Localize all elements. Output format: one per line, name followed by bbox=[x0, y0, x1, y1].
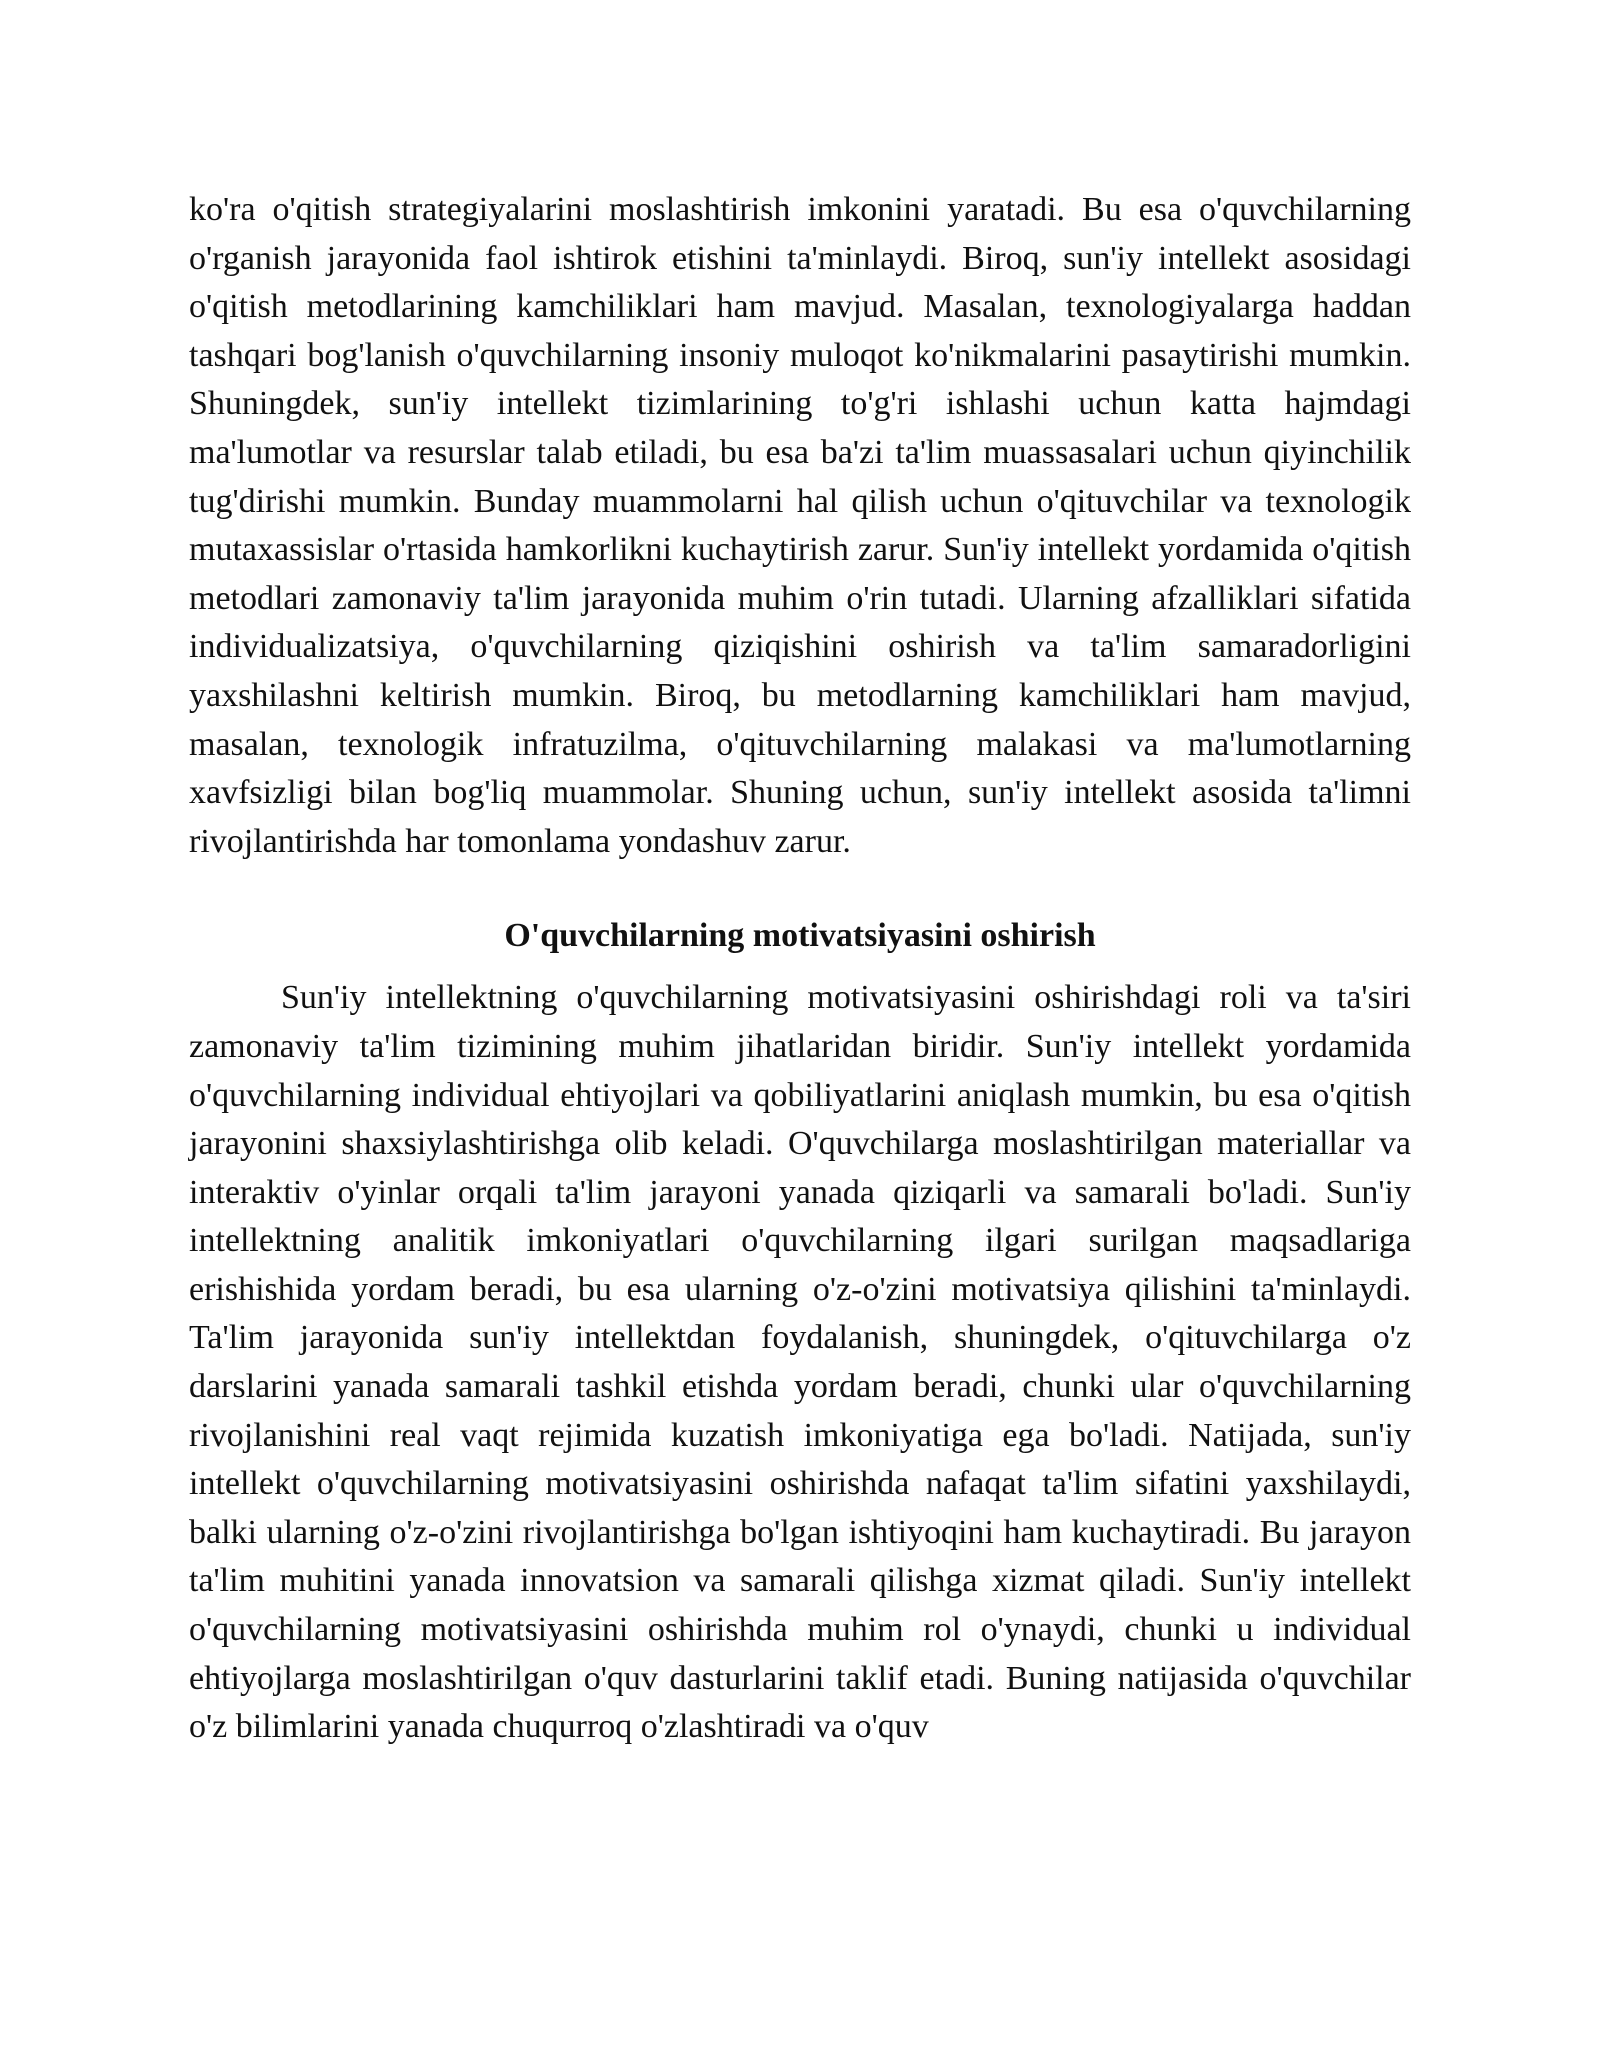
body-paragraph: ko'ra o'qitish strategiyalarini moslashtirish imkonini yaratadi. Bu esa o'quvchilarning o'rganish jarayonida faol ishtirok etishini ta'minlaydi. Biroq, sun'iy intellekt asosidagi o'qitish metodlarining kamchiliklari ham mavjud. Masalan, texnologiyalarga haddan tashqari bog'lanish o'quvchilarning insoniy muloqot ko'nikmalarini pasaytirishi mumkin. Shuningdek, sun'iy intellekt tizimlarining to'g'ri ishlashi uchun katta hajmdagi ma'lumotlar va resurslar talab etiladi, bu esa ba'zi ta'lim muassasalari uchun qiyinchilik tug'dirishi mumkin. Bunday muammolarni hal qilish uchun o'qituvchilar va texnologik mutaxassislar o'rtasida hamkorlikni kuchaytirish zarur. Sun'iy intellekt yordamida o'qitish metodlari zamonaviy ta'lim jarayonida muhim o'rin tutadi. Ularning afzalliklari sifatida individualizatsiya, o'quvchilarning qiziqishini oshirish va ta'lim samaradorligini yaxshilashni keltirish mumkin. Biroq, bu metodlarning kamchiliklari ham mavjud, masalan, texnologik infratuzilma, o'qituvchilarning malakasi va ma'lumotlarning xavfsizligi bilan bog'liq muammolar. Shuning uchun, sun'iy intellekt asosida ta'limni rivojlantirishda har tomonlama yondashuv zarur. bbox=[189, 191, 1411, 860]
body-paragraph: Sun'iy intellektning o'quvchilarning motivatsiyasini oshirishdagi roli va ta'siri zamonaviy ta'lim tizimining muhim jihatlaridan biridir. Sun'iy intellekt yordamida o'quvchilarning individual ehtiyojlari va qobiliyatlarini aniqlash mumkin, bu esa o'qitish jarayonini shaxsiylashtirishga olib keladi. O'quvchilarga moslashtirilgan materiallar va interaktiv o'yinlar orqali ta'lim jarayoni yanada qiziqarli va samarali bo'ladi. Sun'iy intellektning analitik imkoniyatlari o'quvchilarning ilgari surilgan maqsadlariga erishishida yordam beradi, bu esa ularning o'z-o'zini motivatsiya qilishini ta'minlaydi. Ta'lim jarayonida sun'iy intellektdan foydalanish, shuningdek, o'qituvchilarga o'z darslarini yanada samarali tashkil etishda yordam beradi, chunki ular o'quvchilarning rivojlanishini real vaqt rejimida kuzatish imkoniyatiga ega bo'ladi. Natijada, sun'iy intellekt o'quvchilarning motivatsiyasini oshirishda nafaqat ta'lim sifatini yaxshilaydi, balki ularning o'z-o'zini rivojlantirishga bo'lgan ishtiyoqini ham kuchaytiradi. Bu jarayon ta'lim muhitini yanada innovatsion va samarali qilishga xizmat qiladi. Sun'iy intellekt o'quvchilarning motivatsiyasini oshirishda muhim rol o'ynaydi, chunki u individual ehtiyojlarga moslashtirilgan o'quv dasturlarini taklif etadi. Buning natijasida o'quvchilar o'z bilimlarini yanada chuqurroq o'zlashtiradi va o'quv bbox=[189, 979, 1411, 1746]
document-page bbox=[189, 186, 1411, 1752]
section-heading: O'quvchilarning motivatsiyasini oshirish bbox=[504, 917, 1096, 955]
